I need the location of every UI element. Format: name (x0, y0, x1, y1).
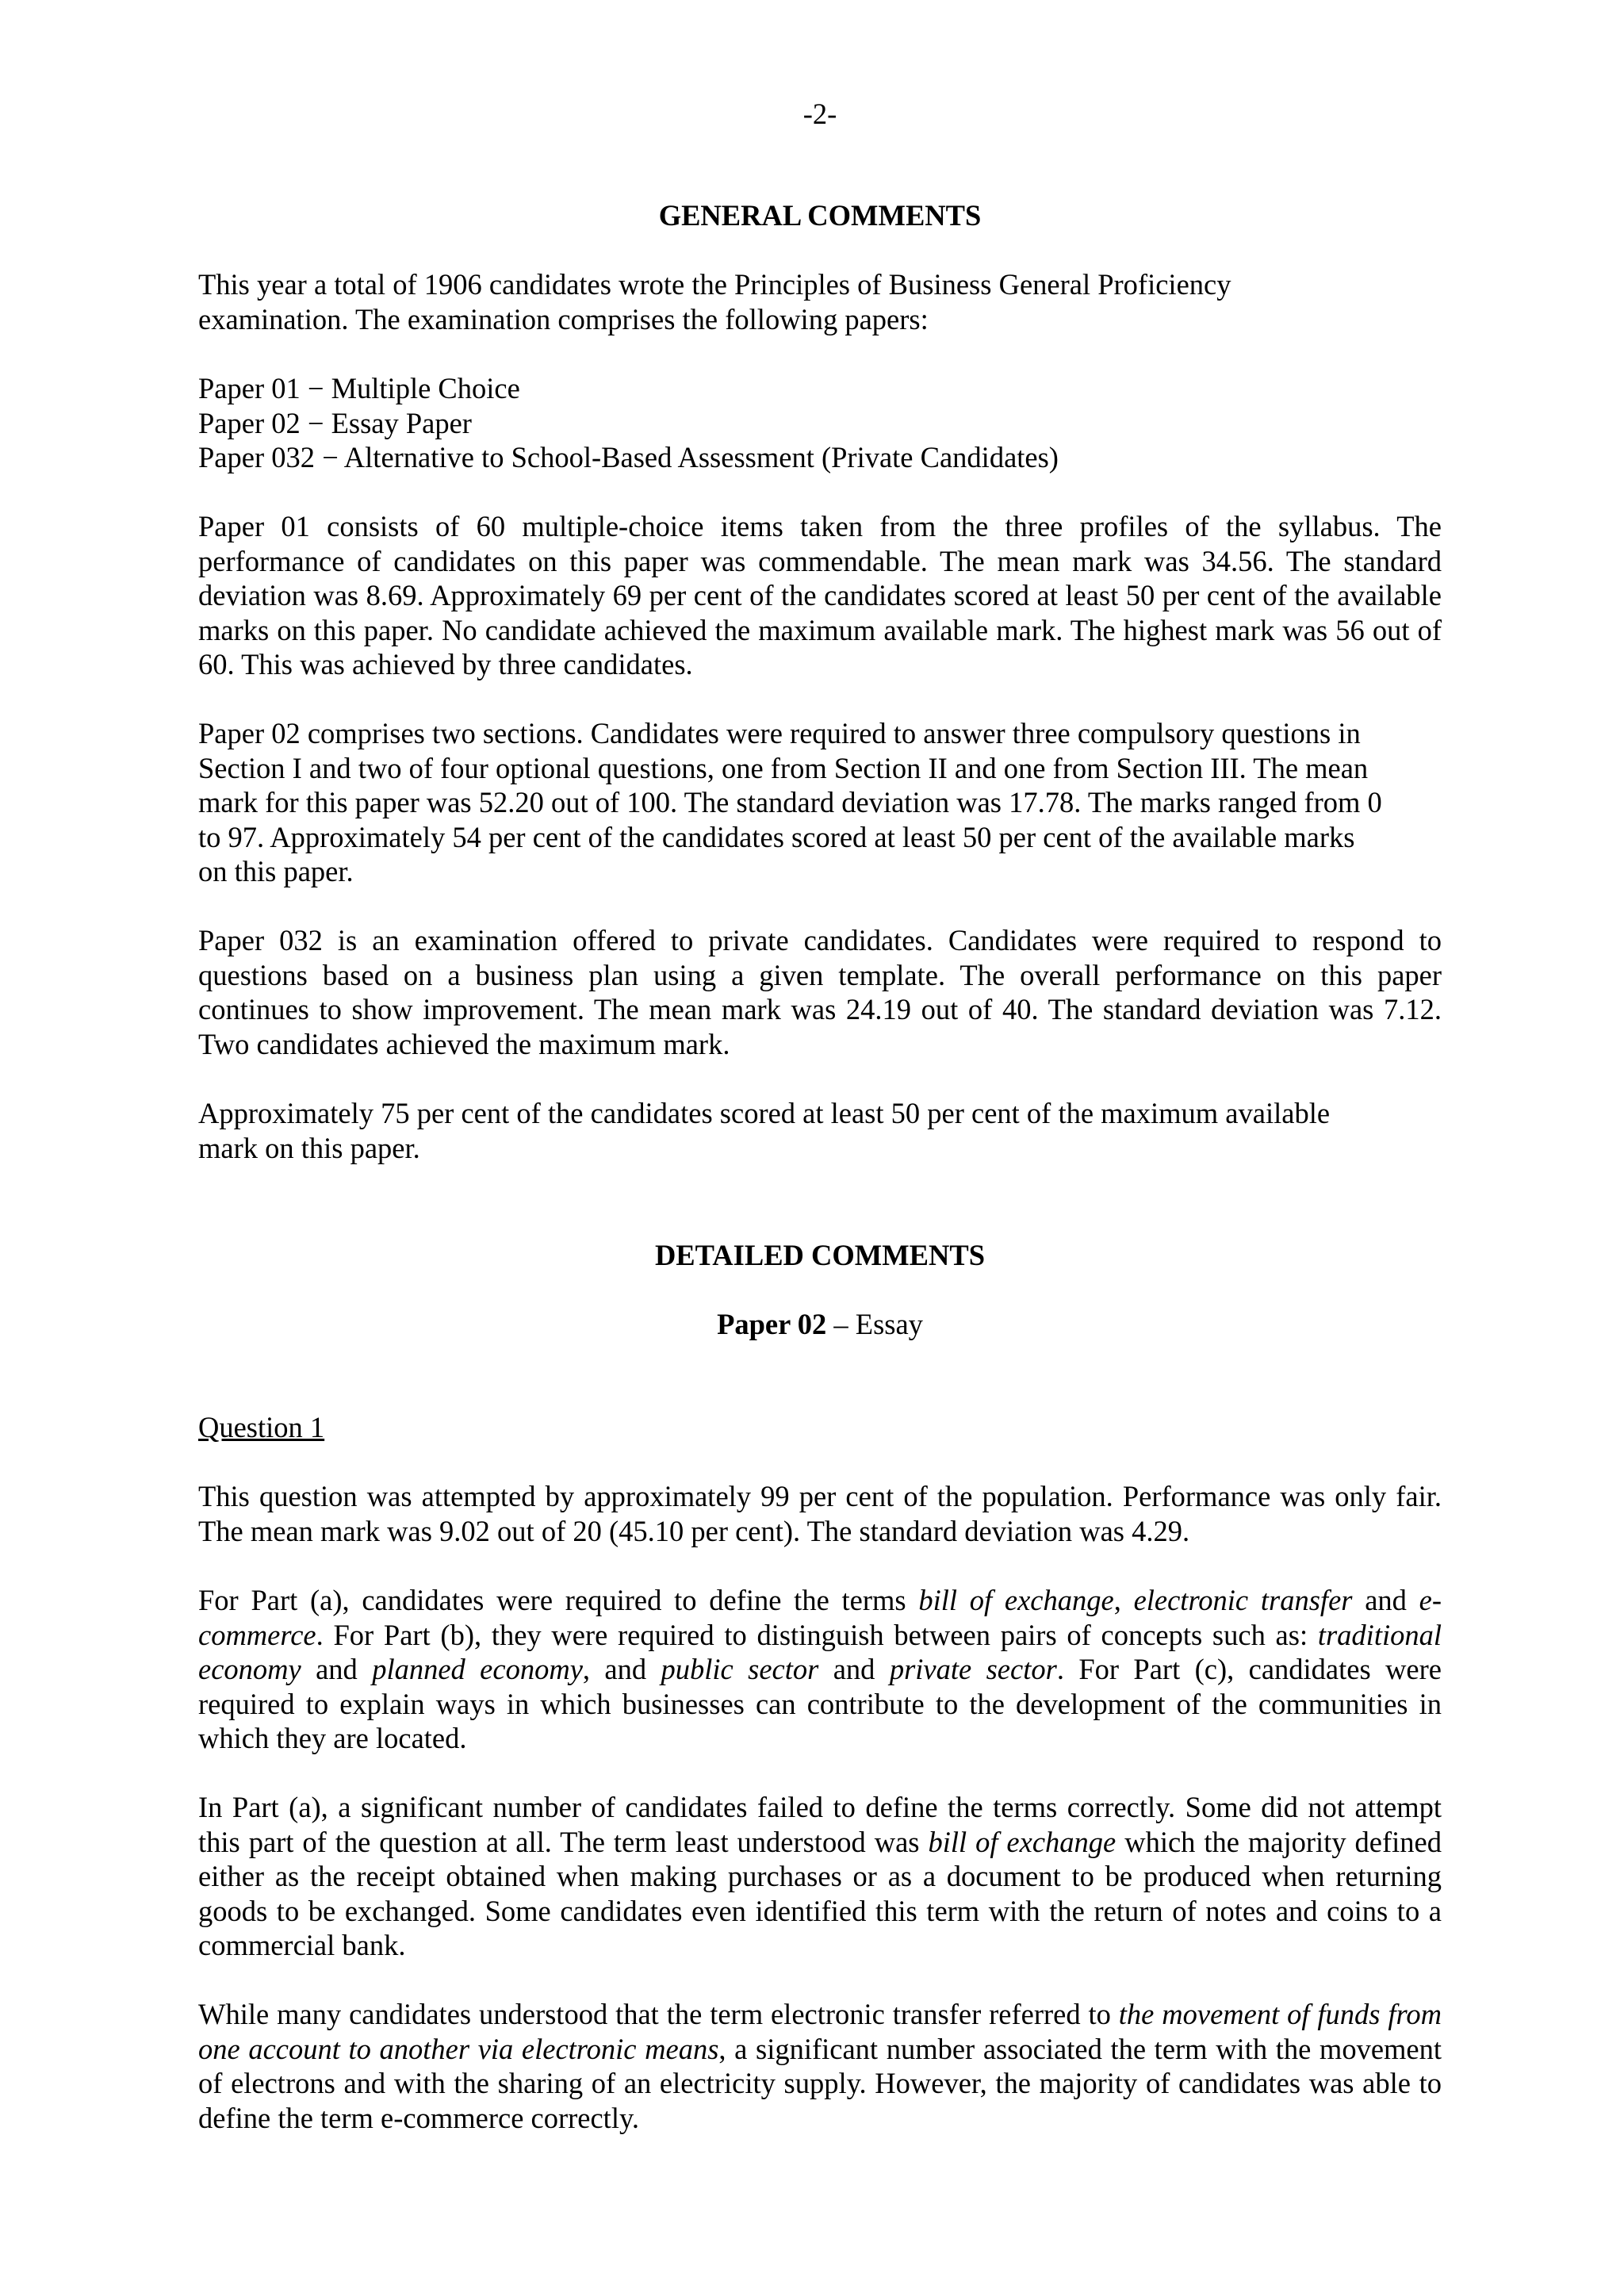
paper02-essay-subheading (198, 1307, 1442, 1342)
paper02-line: Paper 02 comprises two sections. Candidates were required to answer three compulsory questions in (198, 717, 1361, 749)
question-1-title: Question 1 (198, 1411, 325, 1443)
intro-paragraph (198, 267, 1442, 336)
italic-term: electronic transfer (1133, 1584, 1353, 1616)
approx-line: mark on this paper. (198, 1131, 420, 1164)
italic-term: e-commerce (198, 1584, 1442, 1651)
general-comments-heading: GENERAL COMMENTS (658, 199, 982, 232)
italic-term: the movement of funds from one account to another via electronic means (198, 1998, 1442, 2065)
text-run: . For Part (c), candidates were required to explain ways in which businesses can contribute to the development of the communities in which they are located. (198, 1653, 1442, 1754)
papers-list-item: Paper 02 − Essay Paper (198, 406, 472, 439)
italic-term: public sector (661, 1653, 819, 1685)
papers-list-item: Paper 01 − Multiple Choice (198, 372, 520, 404)
text-run: . For Part (b), they were required to distinguish between pairs of concepts such as: (316, 1618, 1318, 1651)
q1-paragraph-3 (198, 1790, 1442, 1963)
subheading-dash: – Essay (826, 1308, 923, 1340)
text-run: and (818, 1653, 890, 1685)
detailed-comments-heading: DETAILED COMMENTS (654, 1239, 986, 1271)
paper02-line: mark for this paper was 52.20 out of 100. The standard deviation was 17.78. The marks ranged from 0 (198, 786, 1382, 818)
q1-paragraph-4 (198, 1997, 1442, 2135)
paper032-paragraph: Paper 032 is an examination offered to private candidates. Candidates were required to respond to questions based on a business plan using a given template. The overall performance on this paper continues to show improvement. The mean mark was 24.19 out of 40. The standard deviation was 7.12. Two candidates achieved the maximum mark. (198, 924, 1442, 1060)
text-run: and (1352, 1584, 1419, 1616)
page-number: -2- (802, 98, 837, 130)
italic-term: bill of exchange (918, 1584, 1114, 1616)
text-run: , (1113, 1584, 1134, 1616)
text-run: In Part (a), a significant number of candidates failed to define the terms correctly. Some did not attempt this part of the question at all. The term least understood was (198, 1791, 1442, 1858)
subheading-paper-label: Paper 02 (717, 1308, 827, 1340)
intro-line: This year a total of 1906 candidates wrote the Principles of Business General Proficiency (198, 268, 1231, 301)
paper02-line: Section I and two of four optional questions, one from Section II and one from Section III. The mean (198, 751, 1369, 784)
papers-list-item: Paper 032 − Alternative to School-Based Assessment (Private Candidates) (198, 441, 1059, 473)
q1-paragraph-2 (198, 1583, 1442, 1756)
papers-list (198, 371, 1442, 475)
paper02-paragraph (198, 716, 1442, 889)
text-run: , and (582, 1653, 661, 1685)
italic-term: planned economy (372, 1653, 583, 1685)
italic-term: bill of exchange (928, 1825, 1116, 1858)
q1-paragraph-1: This question was attempted by approximately 99 per cent of the population. Performance was only fair. The mean mark was 9.02 out of 20 (45.10 per cent). The standard deviation was 4.29. (198, 1480, 1442, 1547)
paper02-line: on this paper. (198, 855, 354, 887)
text-run: , a significant number associated the term with the movement of electrons and with the sharing of an electricity supply. However, the majority of candidates was able to define the term e-commerce correctly. (198, 2032, 1442, 2134)
italic-term: traditional economy (198, 1618, 1442, 1685)
text-run: While many candidates understood that the term electronic transfer referred to (198, 1998, 1119, 2030)
approx-paragraph (198, 1096, 1442, 1165)
text-run: which the majority defined either as the receipt obtained when making purchases or as a document to be produced when returning goods to be exchanged. Some candidates even identified this term with the return of notes and coins to a commercial bank. (198, 1825, 1442, 1961)
italic-term: private sector (889, 1653, 1057, 1685)
paper02-line: to 97. Approximately 54 per cent of the candidates scored at least 50 per cent of the available marks (198, 820, 1355, 853)
paper01-paragraph: Paper 01 consists of 60 multiple-choice items taken from the three profiles of the syllabus. The performance of candidates on this paper was commendable. The mean mark was 34.56. The standard deviation was 8.69. Approximately 69 per cent of the candidates scored at least 50 per cent of the available marks on this paper. No candidate achieved the maximum available mark. The highest mark was 56 out of 60. This was achieved by three candidates. (198, 510, 1442, 680)
intro-line: examination. The examination comprises the following papers: (198, 302, 929, 335)
text-run: and (301, 1653, 373, 1685)
approx-line: Approximately 75 per cent of the candidates scored at least 50 per cent of the maximum available (198, 1097, 1331, 1129)
text-run: For Part (a), candidates were required to define the terms (198, 1584, 919, 1616)
